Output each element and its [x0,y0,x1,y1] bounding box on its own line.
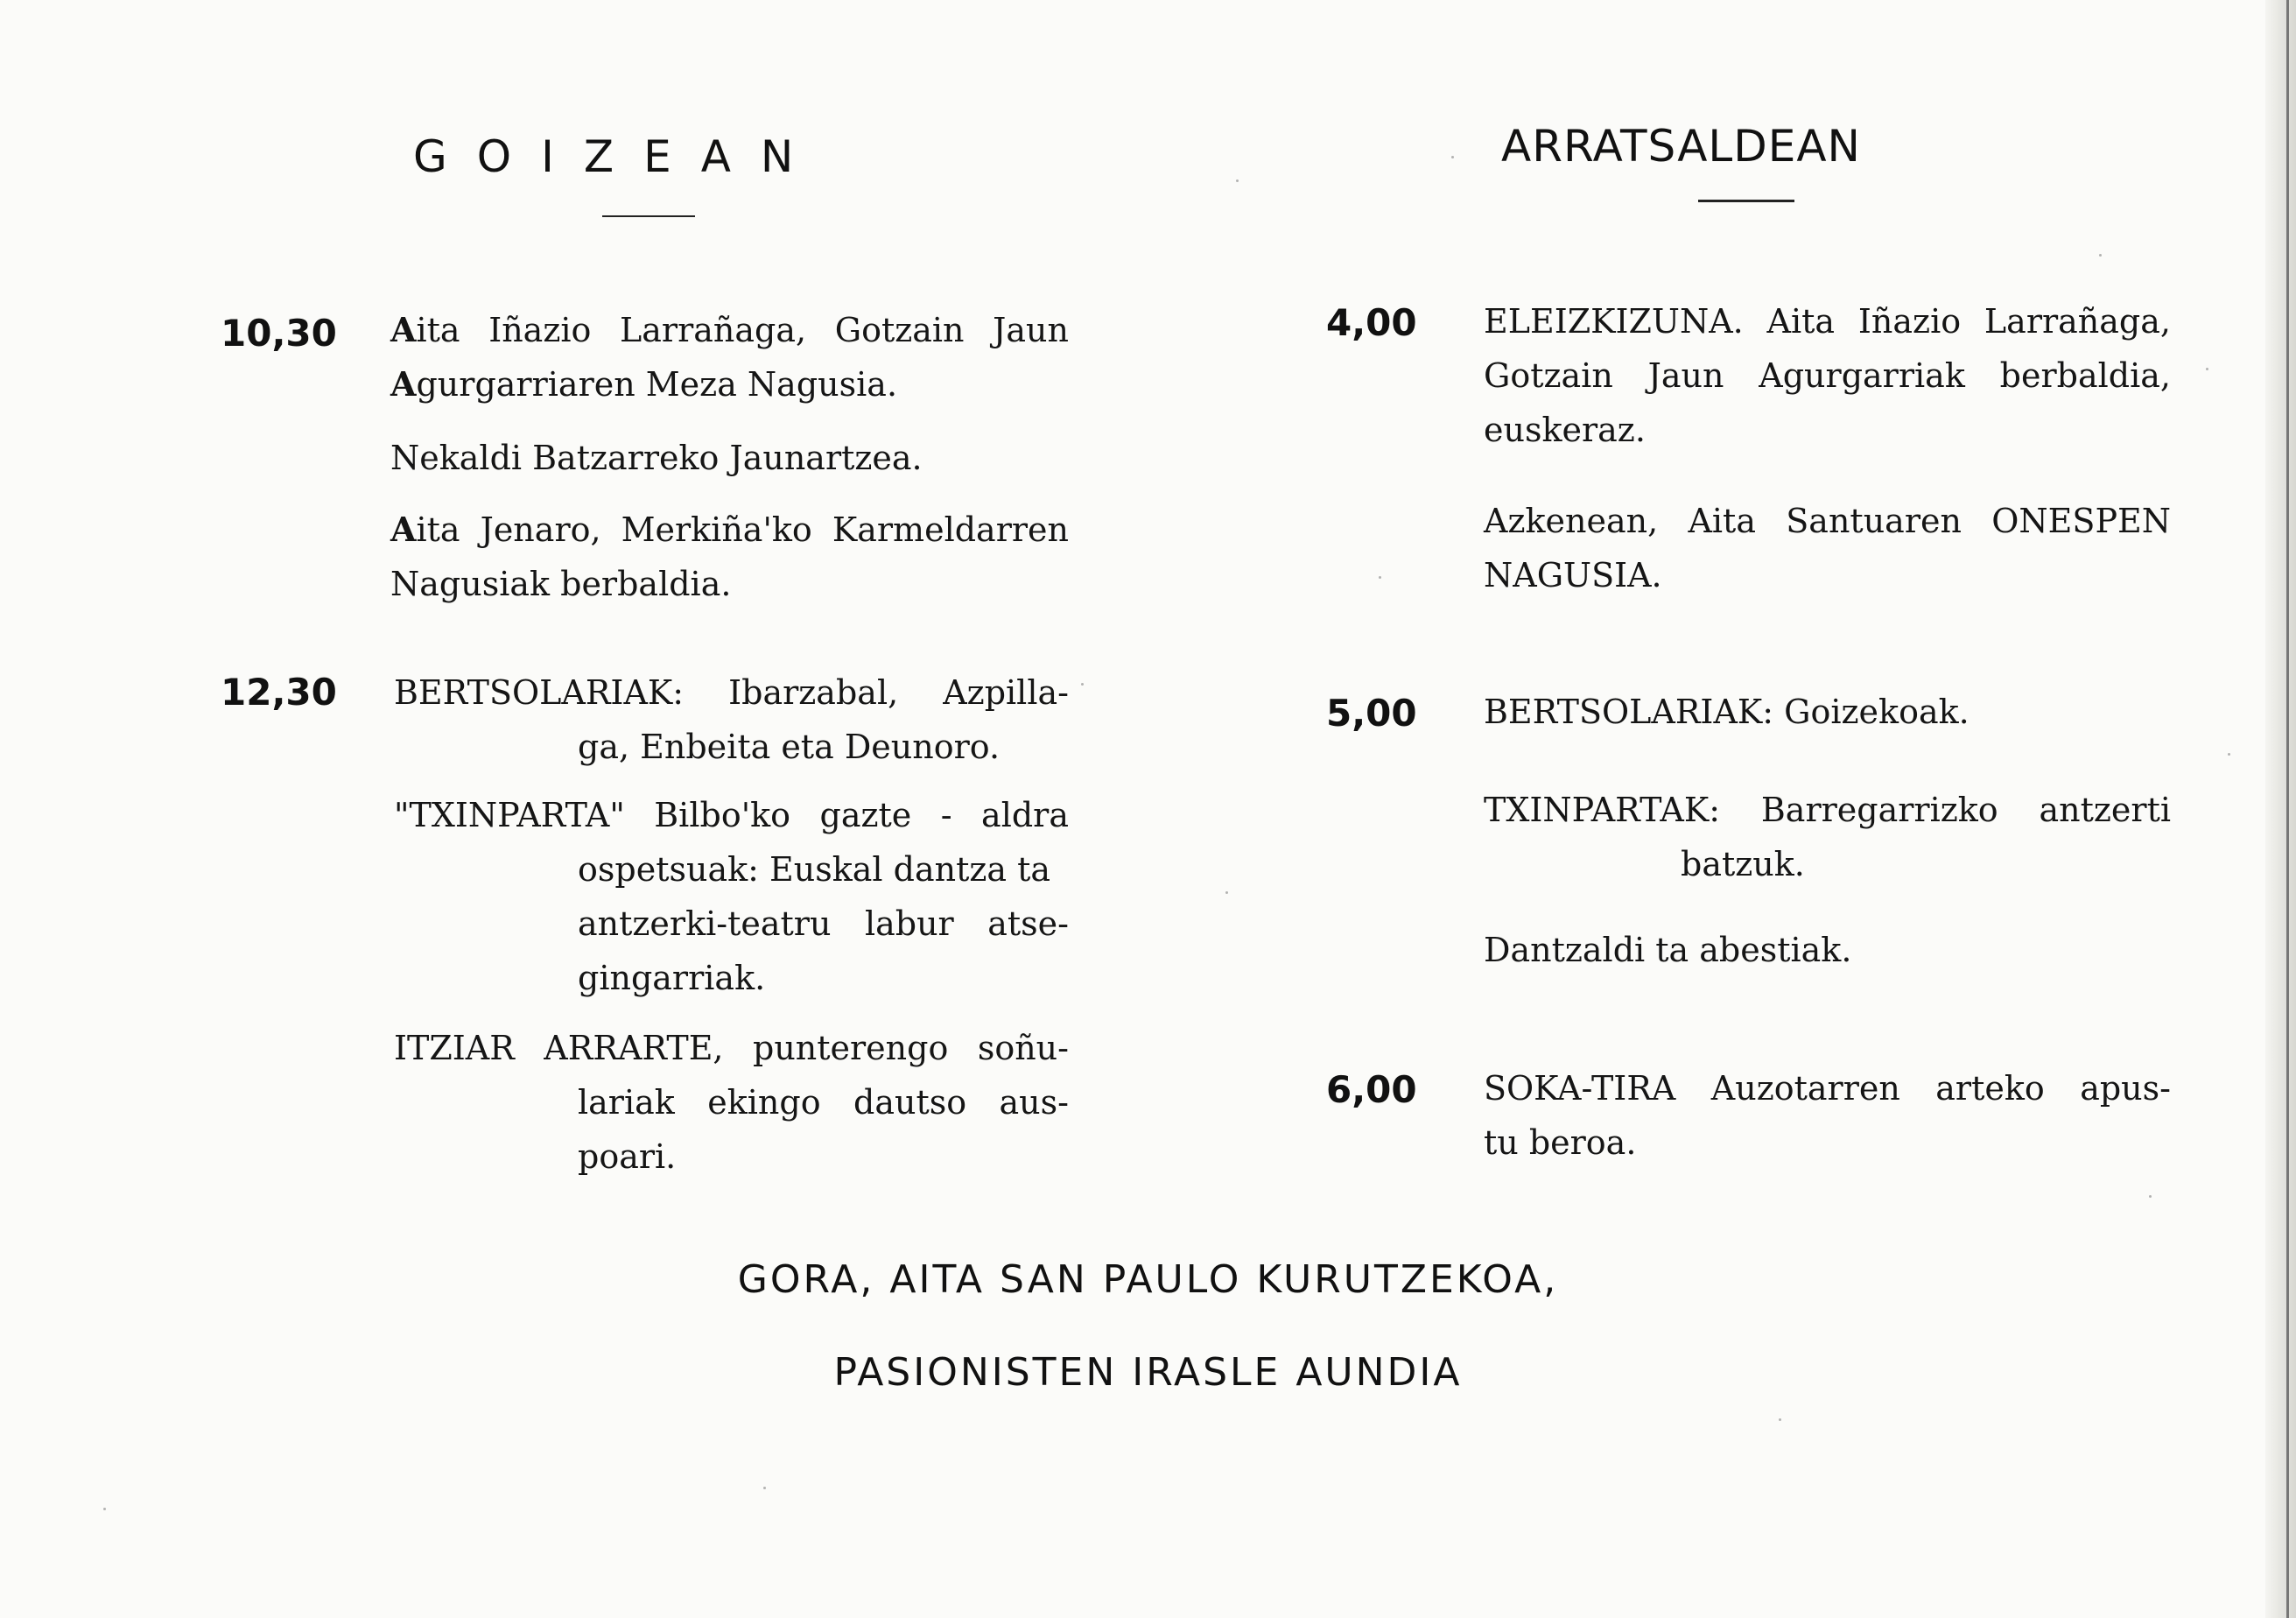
afternoon-heading-rule [1698,200,1794,202]
scan-speck [1379,576,1381,579]
page-spine-edge [2286,0,2289,1618]
afternoon-entry-txinpartak [1484,783,2171,891]
entry-line: Dantzaldi ta abestiak. [1484,931,1852,969]
scan-speck [1236,179,1239,182]
entry-line: BERTSOLARIAK: Ibarzabal, Azpilla- [394,673,1069,712]
entry-line: Azkenean, Aita Santuaren ONESPEN [1484,502,2171,540]
entry-line: ga, Enbeita eta Deunoro. [578,728,1001,766]
entry-line: lariak ekingo dautso aus- [578,1083,1069,1122]
morning-entry-communion [390,431,1069,485]
scan-speck [1451,156,1454,158]
afternoon-entry-bertsolariak [1484,685,2171,739]
morning-entry-sermon [390,503,1069,611]
entry-line: Gotzain Jaun Agurgarriak berbaldia, [1484,356,2171,395]
scan-speck [2206,368,2208,370]
entry-line: BERTSOLARIAK: Goizekoak. [1484,693,1970,731]
entry-text: ita Jenaro, Merkiña'ko Karmeldarren [416,510,1069,549]
entry-line: NAGUSIA. [1484,556,1662,594]
dropcap-letter: A [390,310,417,349]
entry-line: SOKA-TIRA Auzotarren arteko apus- [1484,1069,2171,1108]
entry-line: ELEIZKIZUNA. Aita Iñazio Larrañaga, [1484,302,2171,341]
scan-speck [2228,753,2230,756]
entry-line: antzerki-teatru labur atse- [578,904,1069,943]
entry-line [390,303,1069,357]
time-5-00: 5,00 [1326,692,1417,735]
time-6-00: 6,00 [1326,1068,1417,1111]
entry-line: poari. [578,1137,677,1176]
scan-speck [1779,1418,1781,1421]
entry-line: Nagusiak berbaldia. [390,565,732,603]
entry-line: TXINPARTAK: Barregarrizko antzerti [1484,791,2171,829]
entry-line: "TXINPARTA" Bilbo'ko gazte - aldra [394,796,1069,834]
entry-text: gurgarriaren Meza Nagusia. [416,365,898,404]
dropcap-letter: A [390,364,417,404]
morning-heading-rule [602,215,695,217]
scan-speck [1225,891,1228,894]
time-12-30: 12,30 [221,671,337,714]
entry-line: tu beroa. [1484,1123,1637,1162]
afternoon-entry-eleizkizuna [1484,294,2171,457]
time-10-30: 10,30 [221,312,337,355]
afternoon-entry-dantzaldi [1484,923,2171,977]
entry-line: batzuk. [1681,845,1805,883]
entry-text: ita Iñazio Larrañaga, Gotzain Jaun [416,311,1069,349]
entry-line: euskeraz. [1484,411,1646,449]
scan-speck [2099,254,2102,257]
morning-entry-bertsolariak [394,665,1069,774]
morning-entry-itziar [394,1021,1069,1184]
scan-speck [103,1508,106,1510]
footer-line-1: GORA, AITA SAN PAULO KURUTZEKOA, [737,1257,1559,1302]
scan-speck [763,1487,766,1489]
entry-line: gingarriak. [578,959,766,997]
entry-line [390,503,1069,557]
scan-speck [1081,683,1084,686]
morning-entry-txinparta [394,788,1069,1005]
afternoon-entry-soka-tira [1484,1061,2171,1170]
afternoon-entry-onespen [1484,494,2171,602]
dropcap-letter: A [390,510,417,549]
morning-heading: GOIZEAN [413,131,824,182]
entry-line: ospetsuak: Euskal dantza ta [578,850,1051,889]
morning-entry-mass [390,303,1069,412]
time-4-00: 4,00 [1326,301,1417,344]
afternoon-heading: ARRATSALDEAN [1501,121,1861,172]
entry-line: ITZIAR ARRARTE, punterengo soñu- [394,1029,1069,1067]
footer-line-2: PASIONISTEN IRASLE AUNDIA [833,1350,1463,1395]
entry-line [390,357,1069,412]
page-spine-shadow [2265,0,2296,1618]
entry-line: Nekaldi Batzarreko Jaunartzea. [390,439,923,477]
scan-speck [2149,1195,2152,1198]
